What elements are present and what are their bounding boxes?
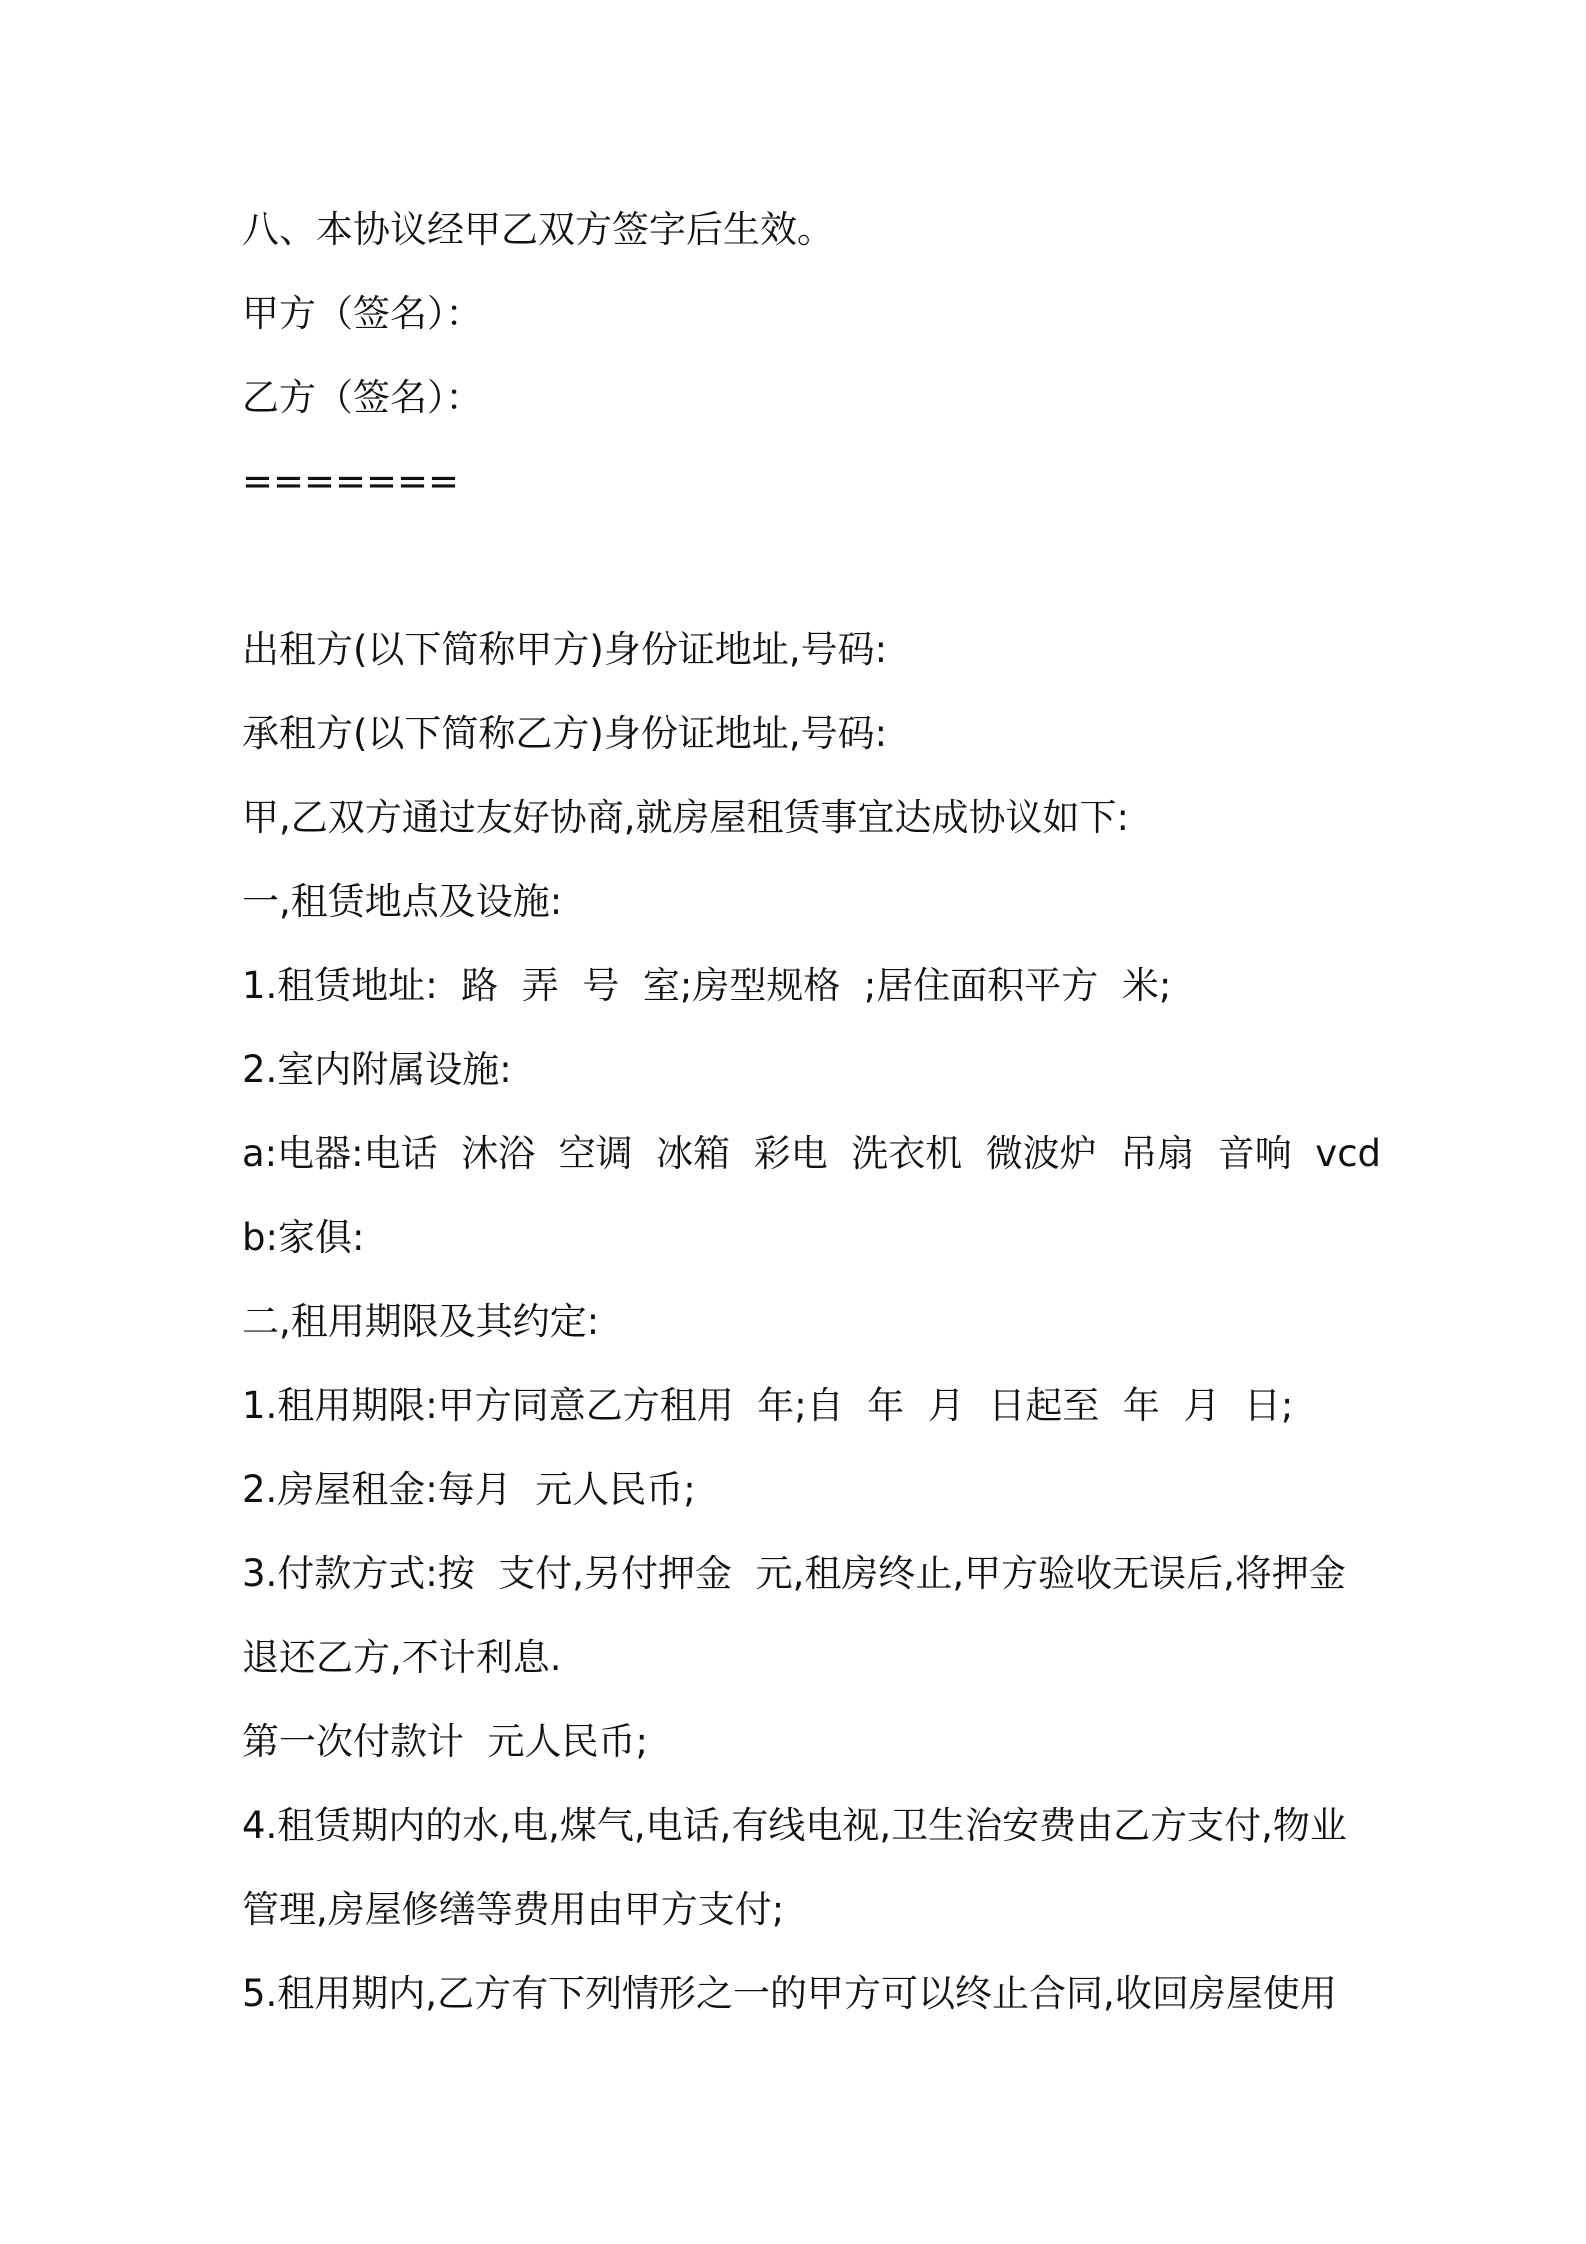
section-one-heading: 一,租赁地点及设施: (242, 880, 563, 923)
first-payment-line: 第一次付款计 元人民币; (242, 1720, 648, 1763)
party-b-signature: 乙方（签名）： (242, 376, 483, 419)
termination-line: 5.租用期内,乙方有下列情形之一的甲方可以终止合同,收回房屋使用 (242, 1972, 1337, 2015)
party-a-signature: 甲方（签名）： (242, 292, 483, 335)
lease-term-line: 1.租用期限:甲方同意乙方租用 年;自 年 月 日起至 年 月 日; (242, 1384, 1294, 1427)
furniture-line: b:家俱: (242, 1216, 365, 1259)
lessor-id-line: 出租方(以下简称甲方)身份证地址,号码: (242, 628, 888, 671)
clause-eight-effective: 八、本协议经甲乙双方签字后生效。 (242, 208, 834, 251)
utilities-line: 4.租赁期内的水,电,煤气,电话,有线电视,卫生治安费由乙方支付,物业 (242, 1804, 1347, 1847)
lessee-id-line: 承租方(以下简称乙方)身份证地址,号码: (242, 712, 888, 755)
agreement-intro: 甲,乙双方通过友好协商,就房屋租赁事宜达成协议如下: (242, 796, 1129, 839)
rent-line: 2.房屋租金:每月 元人民币; (242, 1468, 696, 1511)
payment-method-continued: 退还乙方,不计利息. (242, 1636, 562, 1679)
facilities-heading: 2.室内附属设施: (242, 1048, 512, 1091)
document-body (242, 0, 1382, 2015)
rental-address-line: 1.租赁地址: 路 弄 号 室;房型规格 ;居住面积平方 米; (242, 964, 1172, 1007)
section-divider: ======= (242, 460, 460, 503)
section-two-heading: 二,租用期限及其约定: (242, 1300, 600, 1343)
utilities-continued: 管理,房屋修缮等费用由甲方支付; (242, 1888, 785, 1931)
appliances-line: a:电器:电话 沐浴 空调 冰箱 彩电 洗衣机 微波炉 吊扇 音响 vcd (242, 1132, 1382, 1175)
payment-method-line: 3.付款方式:按 支付,另付押金 元,租房终止,甲方验收无误后,将押金 (242, 1552, 1346, 1595)
